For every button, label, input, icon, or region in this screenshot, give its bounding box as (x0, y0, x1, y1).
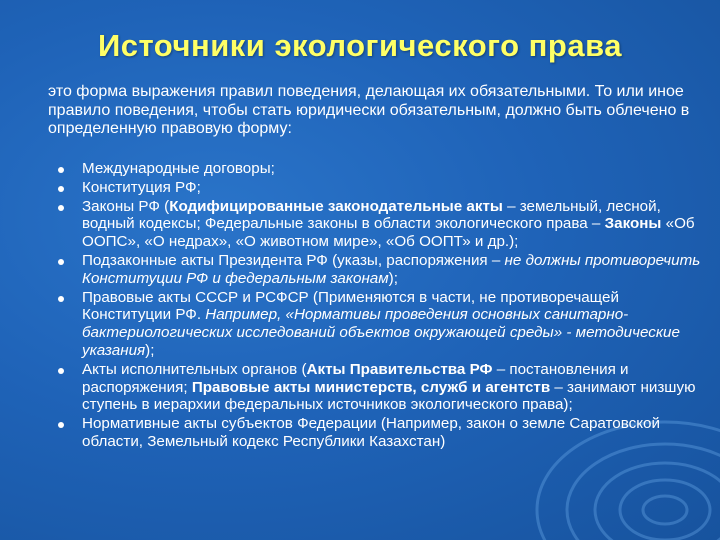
intro-text: это форма выражения правил поведения, делающая их обязательными. То или иное правило поведения, чтобы стать юридически обязательным, должно быть облечено в определенную правовую форму: (48, 83, 690, 137)
list-item-text: Подзаконные акты Президента РФ (указы, распоряжения – (82, 251, 505, 269)
list-item-text: Конституция РФ; (82, 178, 201, 196)
list-item-text: – занимают низшую ступень в иерархии федеральных источников экологического права); (82, 378, 696, 414)
list-item-text: Законы (604, 215, 662, 233)
bullet-icon (58, 422, 64, 428)
bullet-icon (58, 368, 64, 374)
list-item-text: Акты исполнительных органов ( (82, 360, 307, 378)
list-item-text: не должны противоречить Конституции РФ и федеральным законам (82, 251, 701, 287)
list-item-text: Правовые акты СССР и РСФСР (Применяются в части, не противоречащей Конституции РФ. (82, 288, 619, 324)
list-item-text: ); (145, 341, 155, 359)
bullet-icon (58, 296, 64, 302)
list-item-text: Законы РФ ( (82, 197, 170, 215)
list-item-text: ); (388, 269, 398, 287)
list-item-text: Акты Правительства РФ (306, 360, 493, 378)
bullet-icon (58, 259, 64, 265)
list-item-text: Правовые акты министерств, служб и агентств (191, 378, 551, 396)
list-item (58, 252, 703, 288)
list-item-text: – земельный, лесной, водный кодексы; Федеральные законы в области экологического права – (82, 197, 661, 233)
list-item (58, 361, 703, 414)
list-item-text: Кодифицированные законодательные акты (169, 197, 503, 215)
list-item (58, 415, 703, 451)
slide-title: Источники экологического права (98, 28, 622, 63)
bullet-icon (58, 167, 64, 173)
list-item-text: Например, «Нормативы проведения основных санитарно-бактериологических исследований объектов окружающей среды» - методические указания (82, 306, 680, 359)
sources-list (58, 160, 703, 452)
list-item (58, 179, 703, 197)
list-item-text: Нормативные акты субъектов Федерации (Например, закон о земле Саратовской области, Земельный кодекс Республики Казахстан) (82, 415, 660, 450)
list-item (58, 198, 703, 251)
list-item (58, 289, 703, 360)
list-item-text: – постановления и распоряжения; (82, 360, 629, 396)
list-item (58, 160, 703, 178)
list-item-text: «Об ООПС», «О недрах», «О животном мире», «Об ООПТ» и др.); (82, 215, 695, 251)
list-item-text: Международные договоры; (82, 160, 275, 177)
bullet-icon (58, 186, 64, 192)
bullet-icon (58, 205, 64, 211)
